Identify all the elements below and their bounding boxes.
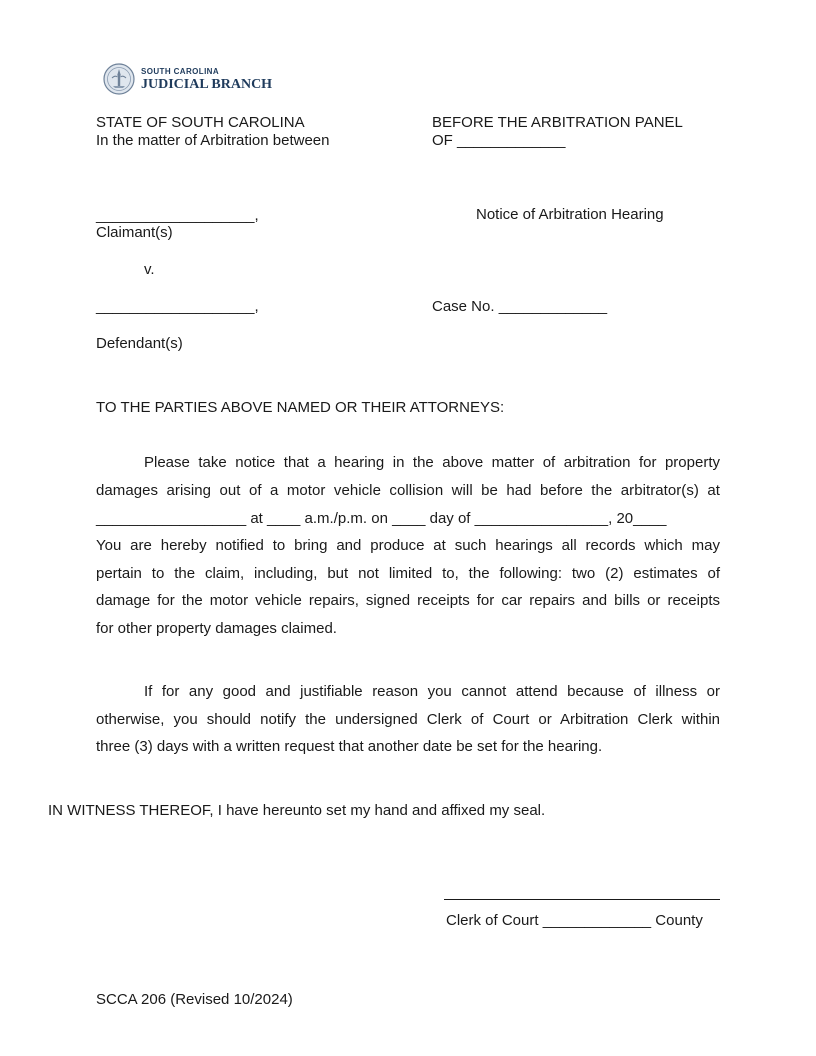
paragraph-2-line-2: otherwise, you should notify the undersigned Clerk of Court or Arbitration Clerk within [96,711,720,728]
clerk-signature-label: Clerk of Court _____________ County [446,912,703,929]
claimant-blank: ___________________, [96,207,259,224]
state-heading: STATE OF SOUTH CAROLINA [96,114,305,131]
case-number-line: Case No. _____________ [432,298,608,315]
matter-line: In the matter of Arbitration between [96,132,330,149]
claimant-label: Claimant(s) [96,224,173,241]
defendant-label: Defendant(s) [96,335,183,352]
document-title: Notice of Arbitration Hearing [476,206,664,223]
paragraph-2-line-3: three (3) days with a written request that another date be set for the hearing. [96,738,603,755]
logo-line-2: JUDICIAL BRANCH [141,76,273,92]
panel-heading: BEFORE THE ARBITRATION PANEL [432,114,683,131]
panel-of-line: OF _____________ [432,132,566,149]
versus-label: v. [144,261,155,278]
signature-line [444,899,720,900]
paragraph-1-line-2: damages arising out of a motor vehicle collision will be had before the arbitrator(s) at [96,482,720,499]
state-seal-icon [103,63,135,95]
salutation: TO THE PARTIES ABOVE NAMED OR THEIR ATTORNEYS: [96,399,505,416]
defendant-blank: ___________________, [96,298,259,315]
paragraph-1-line-1: Please take notice that a hearing in the above matter of arbitration for property [144,454,720,471]
judicial-branch-logo [103,63,272,95]
paragraph-1-line-6: damage for the motor vehicle repairs, signed receipts for car repairs and bills or receipts [96,592,720,609]
witness-statement: IN WITNESS THEREOF, I have hereunto set my hand and affixed my seal. [48,802,546,819]
paragraph-1-line-7: for other property damages claimed. [96,620,337,637]
paragraph-1-line-5: pertain to the claim, including, but not limited to, the following: two (2) estimates of [96,565,720,582]
paragraph-1-line-3: __________________ at ____ a.m./p.m. on ____ day of ________________, 20____ [96,510,667,527]
logo-line-1: SOUTH CAROLINA [141,66,220,76]
paragraph-1-line-4: You are hereby notified to bring and produce at such hearings all records which may [96,537,720,554]
paragraph-2-line-1: If for any good and justifiable reason you cannot attend because of illness or [144,683,720,700]
form-identifier: SCCA 206 (Revised 10/2024) [96,991,293,1008]
